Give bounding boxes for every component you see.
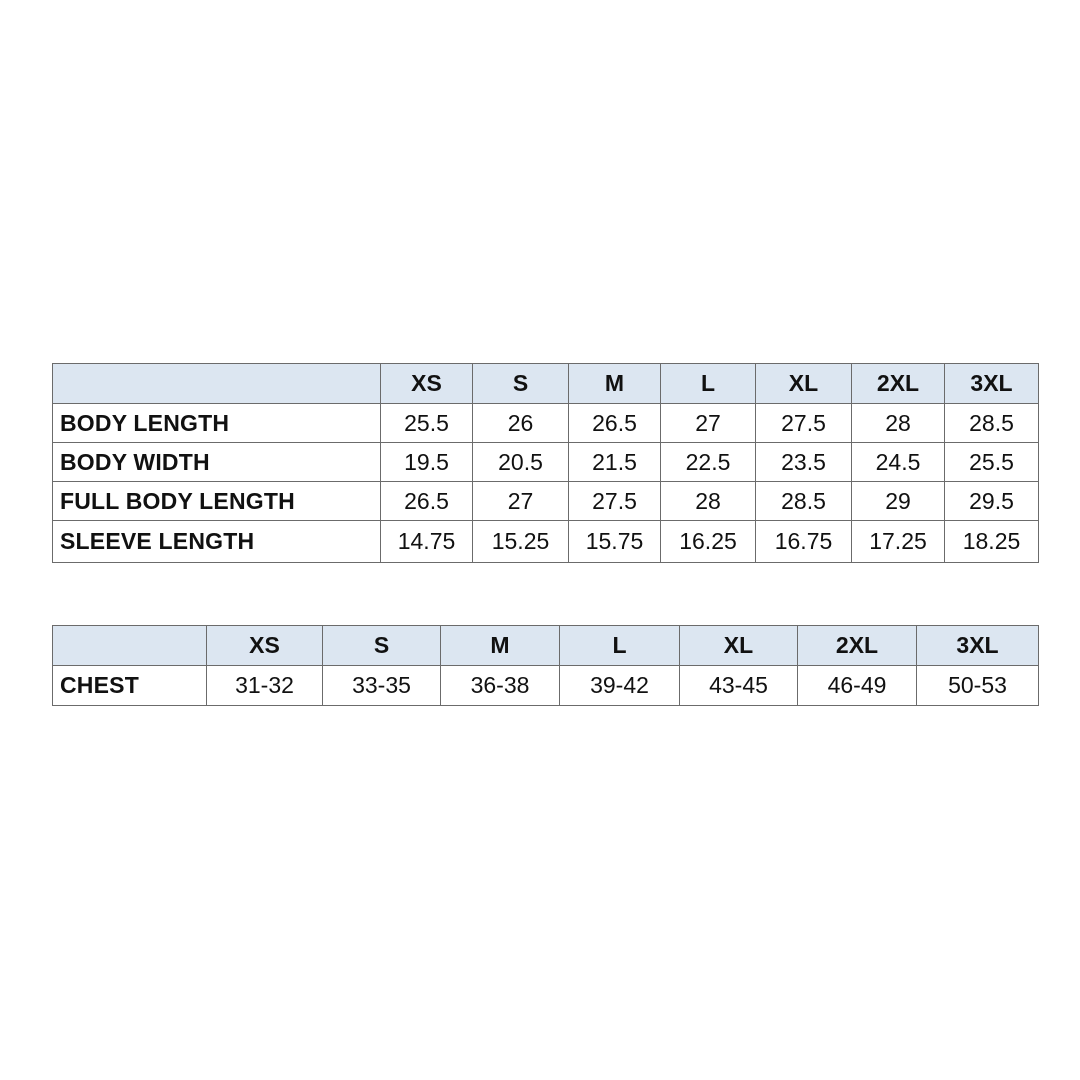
table-header-row xyxy=(53,626,1039,666)
table-row xyxy=(53,404,1039,443)
table-cell: 27 xyxy=(473,482,569,521)
table-cell: 25.5 xyxy=(381,404,473,443)
table-cell: 26.5 xyxy=(381,482,473,521)
chest-size-table xyxy=(52,625,1039,706)
size-header: M xyxy=(569,364,661,404)
table-header-row xyxy=(53,364,1039,404)
table-cell: 18.25 xyxy=(945,521,1039,563)
row-label: BODY WIDTH xyxy=(53,443,381,482)
size-header: XS xyxy=(381,364,473,404)
table-row xyxy=(53,521,1039,563)
table-cell: 31-32 xyxy=(207,666,323,706)
table-cell: 50-53 xyxy=(917,666,1039,706)
table-cell: 28.5 xyxy=(756,482,852,521)
size-header: 2XL xyxy=(798,626,917,666)
size-header: M xyxy=(441,626,560,666)
table-cell: 39-42 xyxy=(560,666,680,706)
table-cell: 20.5 xyxy=(473,443,569,482)
table-cell: 23.5 xyxy=(756,443,852,482)
table-cell: 28.5 xyxy=(945,404,1039,443)
table-cell: 14.75 xyxy=(381,521,473,563)
size-header: 2XL xyxy=(852,364,945,404)
size-header: S xyxy=(323,626,441,666)
table-cell: 21.5 xyxy=(569,443,661,482)
table-cell: 17.25 xyxy=(852,521,945,563)
header-corner-cell xyxy=(53,626,207,666)
table-row xyxy=(53,482,1039,521)
row-label: FULL BODY LENGTH xyxy=(53,482,381,521)
table-cell: 33-35 xyxy=(323,666,441,706)
table-cell: 27 xyxy=(661,404,756,443)
size-header: S xyxy=(473,364,569,404)
row-label: CHEST xyxy=(53,666,207,706)
measurements-size-table xyxy=(52,363,1039,563)
table-cell: 26 xyxy=(473,404,569,443)
table-cell: 24.5 xyxy=(852,443,945,482)
table-row xyxy=(53,666,1039,706)
size-header: L xyxy=(560,626,680,666)
table-cell: 15.75 xyxy=(569,521,661,563)
size-header: XS xyxy=(207,626,323,666)
header-corner-cell xyxy=(53,364,381,404)
table-cell: 27.5 xyxy=(756,404,852,443)
table-cell: 36-38 xyxy=(441,666,560,706)
table-cell: 29 xyxy=(852,482,945,521)
table-cell: 46-49 xyxy=(798,666,917,706)
table-cell: 26.5 xyxy=(569,404,661,443)
table-row xyxy=(53,443,1039,482)
table-cell: 22.5 xyxy=(661,443,756,482)
table-cell: 28 xyxy=(852,404,945,443)
table-cell: 43-45 xyxy=(680,666,798,706)
table-cell: 16.25 xyxy=(661,521,756,563)
size-header: 3XL xyxy=(917,626,1039,666)
table-cell: 19.5 xyxy=(381,443,473,482)
row-label: BODY LENGTH xyxy=(53,404,381,443)
size-header: 3XL xyxy=(945,364,1039,404)
size-header: L xyxy=(661,364,756,404)
table-cell: 28 xyxy=(661,482,756,521)
table-cell: 25.5 xyxy=(945,443,1039,482)
row-label: SLEEVE LENGTH xyxy=(53,521,381,563)
table-cell: 15.25 xyxy=(473,521,569,563)
size-header: XL xyxy=(680,626,798,666)
size-header: XL xyxy=(756,364,852,404)
table-cell: 16.75 xyxy=(756,521,852,563)
table-cell: 27.5 xyxy=(569,482,661,521)
table-cell: 29.5 xyxy=(945,482,1039,521)
